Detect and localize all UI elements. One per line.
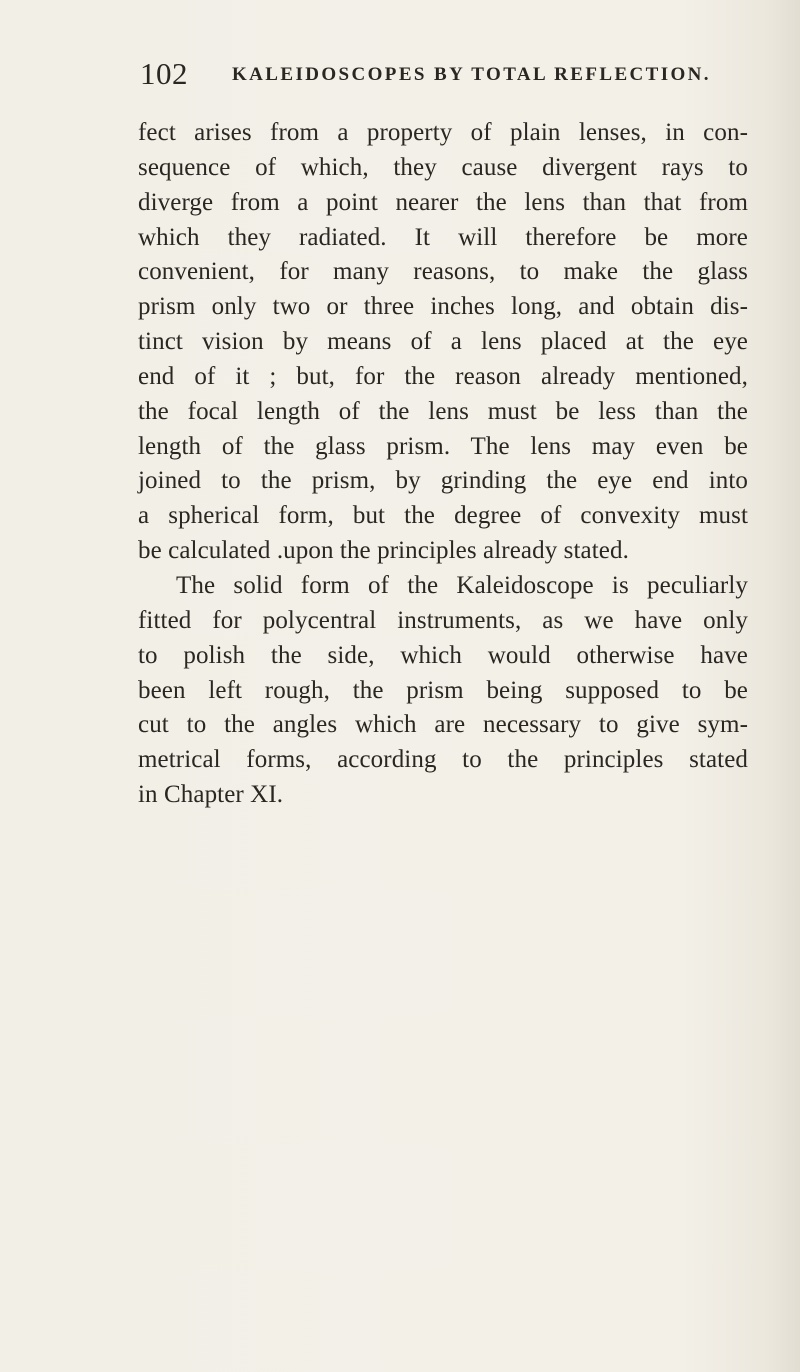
- text-line: fitted for polycentral instruments, as we have only: [138, 606, 748, 634]
- text-line: The solid form of the Kaleidoscope is peculiarly: [176, 571, 748, 599]
- page-number: 102: [140, 56, 188, 91]
- text-line: metrical forms, according to the principles stated: [138, 746, 748, 774]
- text-line: which they radiated. It will therefore be more: [138, 223, 748, 251]
- text-line: been left rough, the prism being supposed to be: [138, 676, 748, 704]
- text-line: joined to the prism, by grinding the eye end into: [138, 467, 748, 495]
- page-header: [140, 56, 740, 92]
- text-line: to polish the side, which would otherwise have: [138, 641, 748, 669]
- text-line: length of the glass prism. The lens may even be: [138, 432, 748, 460]
- text-line: tinct vision by means of a lens placed at the eye: [138, 328, 748, 356]
- text-line: be calculated .upon the principles already stated.: [138, 537, 629, 565]
- running-head: KALEIDOSCOPES BY TOTAL REFLECTION.: [232, 64, 711, 85]
- text-line: cut to the angles which are necessary to give sym-: [138, 711, 748, 739]
- text-line: end of it ; but, for the reason already mentioned,: [138, 362, 748, 390]
- text-line: the focal length of the lens must be less than the: [138, 397, 748, 425]
- text-line: convenient, for many reasons, to make the glass: [138, 258, 748, 286]
- text-line: diverge from a point nearer the lens than that from: [138, 188, 748, 216]
- text-line: sequence of which, they cause divergent rays to: [138, 153, 748, 181]
- text-line: fect arises from a property of plain lenses, in con-: [138, 119, 748, 146]
- text-line: a spherical form, but the degree of convexity must: [138, 502, 748, 530]
- text-line: prism only two or three inches long, and obtain dis-: [138, 293, 748, 321]
- text-line: in Chapter XI.: [138, 781, 284, 809]
- body-paragraphs: [138, 116, 748, 813]
